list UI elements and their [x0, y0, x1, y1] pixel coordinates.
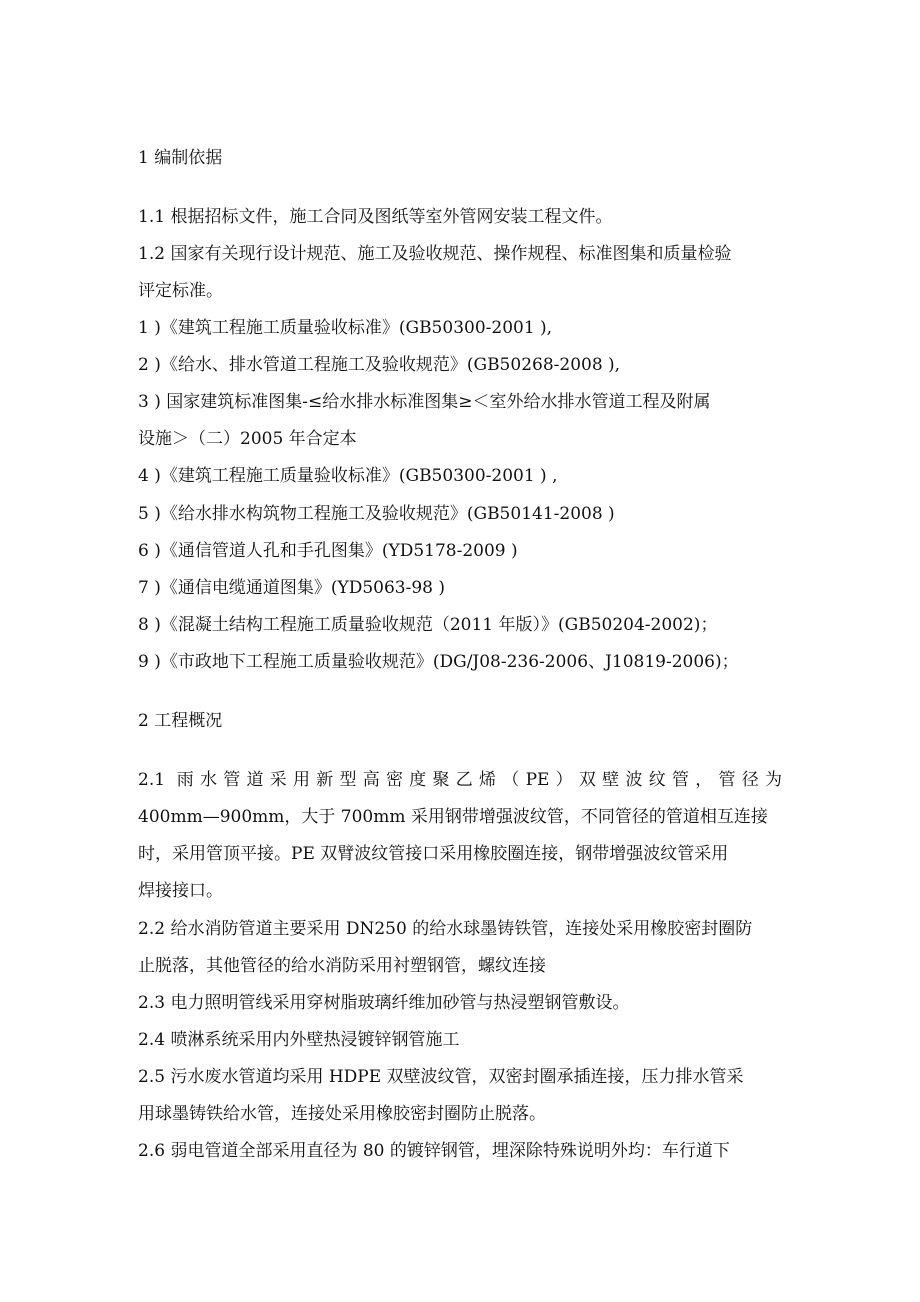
- paragraph-line: 评定标准。: [138, 281, 223, 301]
- paragraph-line: 用球墨铸铁给水管，连接处采用橡胶密封圈防止脱落。: [138, 1104, 546, 1124]
- paragraph-line: 2.5 污水废水管道均采用 HDPE 双壁波纹管，双密封圈承插连接，压力排水管采: [138, 1067, 744, 1087]
- paragraph-line: 时，采用管顶平接。PE 双臂波纹管接口采用橡胶圈连接，钢带增强波纹管采用: [138, 844, 729, 864]
- paragraph-line: 2.1 雨水管道采用新型高密度聚乙烯（PE）双壁波纹管，管径为: [138, 770, 782, 790]
- paragraph-line: 400mm—900mm，大于 700mm 采用钢带增强波纹管，不同管径的管道相互连接: [138, 807, 768, 827]
- paragraph-line: 1.2 国家有关现行设计规范、施工及验收规范、操作规程、标准图集和质量检验: [138, 244, 732, 264]
- paragraph-line: 2.2 给水消防管道主要采用 DN250 的给水球墨铸铁管，连接处采用橡胶密封圈防: [138, 919, 753, 939]
- paragraph-line: 2.6 弱电管道全部采用直径为 80 的镀锌钢管，埋深除特殊说明外均：车行道下: [138, 1141, 730, 1161]
- list-item: 7 )《通信电缆通道图集》(YD5063-98 ): [138, 578, 446, 598]
- list-item: 8 )《混凝土结构工程施工质量验收规范（2011 年版）》(GB50204-2002)；: [138, 615, 718, 635]
- list-item: 6 )《通信管道人孔和手孔图集》(YD5178-2009 ): [138, 541, 518, 561]
- paragraph-line: 止脱落，其他管径的给水消防采用衬塑钢管，螺纹连接: [138, 956, 546, 976]
- list-item: 1 )《建筑工程施工质量验收标准》(GB50300-2001 ),: [138, 318, 553, 338]
- list-item: 4 )《建筑工程施工质量验收标准》(GB50300-2001 ) ,: [138, 466, 558, 486]
- list-item: 设施＞（二）2005 年合定本: [138, 429, 357, 449]
- list-item: 9 )《市政地下工程施工质量验收规范》(DG/J08-236-2006、J10819-2006)；: [138, 652, 739, 672]
- list-item: 2 )《给水、排水管道工程施工及验收规范》(GB50268-2008 ),: [138, 355, 621, 375]
- section-1-heading: 1 编制依据: [138, 148, 223, 168]
- list-item: 5 )《给水排水构筑物工程施工及验收规范》(GB50141-2008 ): [138, 504, 615, 524]
- list-item: 3 ) 国家建筑标准图集-≤给水排水标准图集≥＜室外给水排水管道工程及附属: [138, 392, 711, 412]
- paragraph-line: 1.1 根据招标文件，施工合同及图纸等室外管网安装工程文件。: [138, 207, 613, 227]
- paragraph-line: 2.3 电力照明管线采用穿树脂玻璃纤维加砂管与热浸塑钢管敷设。: [138, 993, 630, 1013]
- paragraph-line: 焊接接口。: [138, 881, 223, 901]
- paragraph-line: 2.4 喷淋系统采用内外壁热浸镀锌钢管施工: [138, 1030, 460, 1050]
- section-2-heading: 2 工程概况: [138, 711, 223, 731]
